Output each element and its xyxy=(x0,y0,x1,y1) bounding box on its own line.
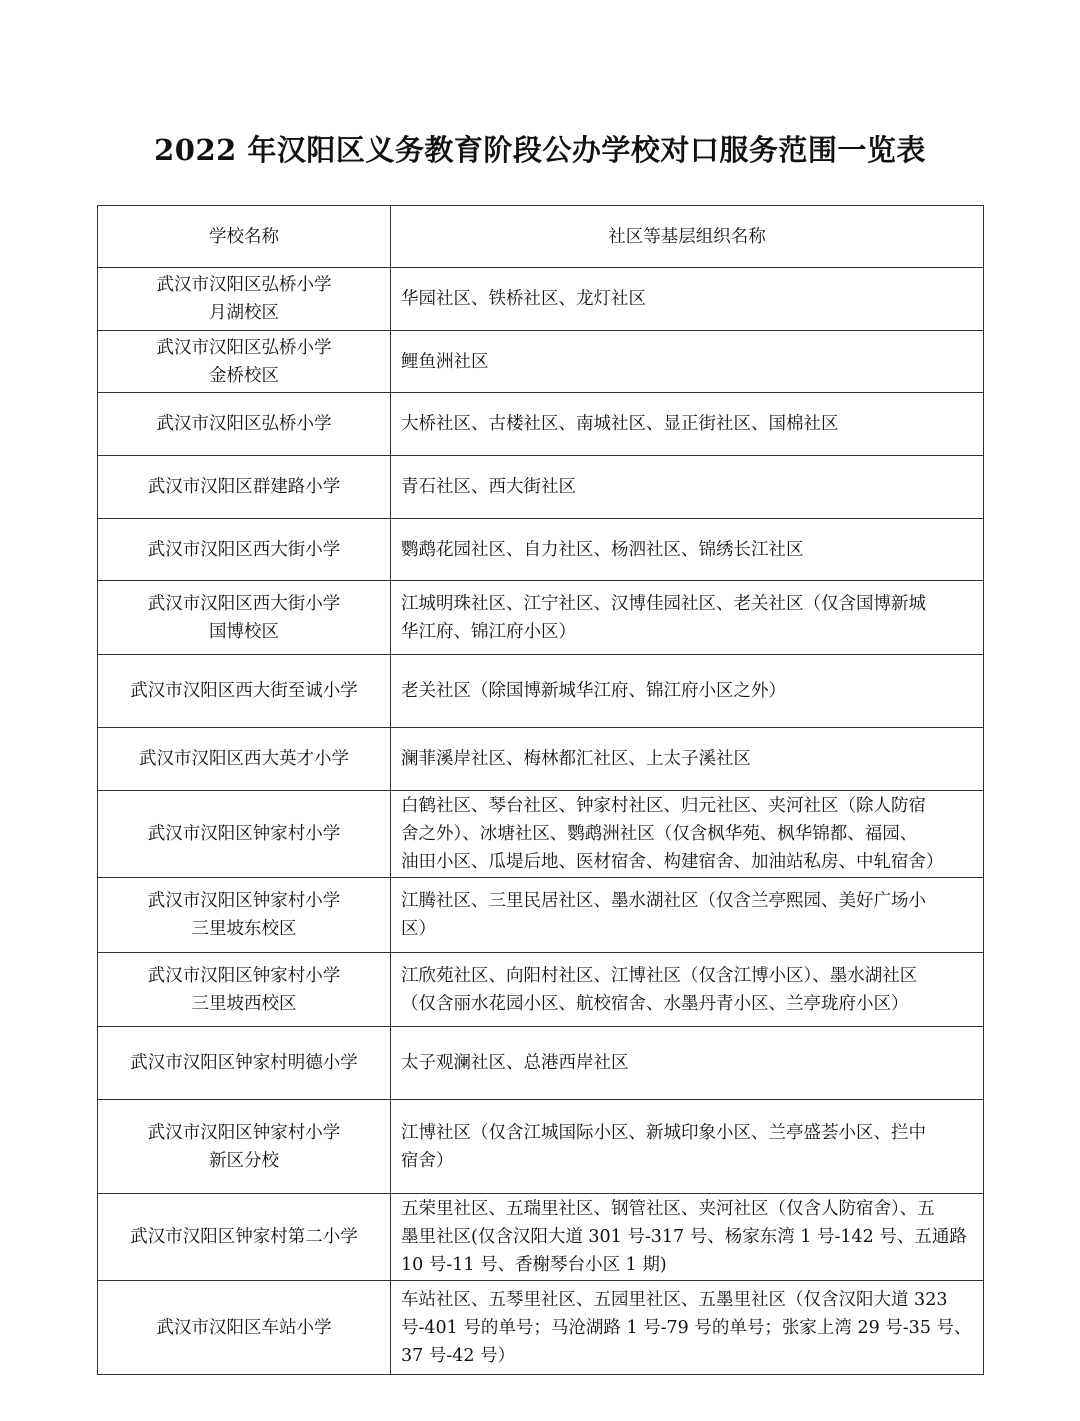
school-name-cell xyxy=(98,456,391,519)
community-line: 五荣里社区、五瑞里社区、钢管社区、夹河社区（仅含人防宿舍）、五 xyxy=(401,1199,935,1219)
school-name-line: 武汉市汉阳区钟家村明德小学 xyxy=(130,1053,358,1073)
community-cell xyxy=(391,456,984,519)
school-name-line: 武汉市汉阳区钟家村小学 xyxy=(147,891,341,911)
school-name-line: 国博校区 xyxy=(209,621,279,642)
table-row xyxy=(98,393,984,456)
community-cell xyxy=(391,655,984,728)
school-name-line: 武汉市汉阳区车站小学 xyxy=(156,1317,332,1338)
table-row xyxy=(98,655,984,728)
community-cell xyxy=(391,331,984,393)
table-row xyxy=(98,728,984,791)
community-line: 澜菲溪岸社区、梅林都汇社区、上太子溪社区 xyxy=(401,749,751,769)
school-name-cell xyxy=(98,1281,391,1375)
community-cell xyxy=(391,878,984,953)
community-line: 江城明珠社区、江宁社区、汉博佳园社区、老关社区（仅含国博新城 xyxy=(401,593,926,614)
school-name-line: 武汉市汉阳区群建路小学 xyxy=(147,477,341,497)
school-name-line: 三里坡西校区 xyxy=(191,993,297,1014)
school-name-cell xyxy=(98,331,391,393)
community-line: 白鹤社区、琴台社区、钟家村社区、归元社区、夹河社区（除人防宿 xyxy=(401,796,926,816)
community-line: 宿舍） xyxy=(401,1150,454,1171)
community-line: 华园社区、铁桥社区、龙灯社区 xyxy=(401,289,646,309)
community-line: 大桥社区、古楼社区、南城社区、显正街社区、国棉社区 xyxy=(401,414,839,434)
school-name-cell xyxy=(98,1027,391,1100)
community-line: 区） xyxy=(401,919,436,939)
school-name-line: 武汉市汉阳区西大街小学 xyxy=(147,539,341,560)
header-community-name: 社区等基层组织名称 xyxy=(391,206,984,268)
school-name-line: 新区分校 xyxy=(209,1150,279,1171)
community-cell xyxy=(391,268,984,331)
table-row xyxy=(98,1194,984,1281)
school-name-line: 武汉市汉阳区西大英才小学 xyxy=(139,749,349,769)
community-cell xyxy=(391,1194,984,1281)
school-name-line: 武汉市汉阳区弘桥小学 xyxy=(156,414,332,434)
header-school-name: 学校名称 xyxy=(98,206,391,268)
school-name-cell xyxy=(98,393,391,456)
community-line: 江欣苑社区、向阳村社区、江博社区（仅含江博小区）、墨水湖社区 xyxy=(401,965,918,986)
table-row xyxy=(98,1281,984,1375)
school-name-line: 武汉市汉阳区钟家村第二小学 xyxy=(130,1227,358,1247)
school-name-line: 月湖校区 xyxy=(209,303,279,323)
community-line: 太子观澜社区、总港西岸社区 xyxy=(401,1053,629,1073)
school-name-line: 武汉市汉阳区钟家村小学 xyxy=(147,824,341,844)
community-line: 江腾社区、三里民居社区、墨水湖社区（仅含兰亭熙园、美好广场小 xyxy=(401,891,926,911)
school-name-cell xyxy=(98,268,391,331)
school-name-line: 三里坡东校区 xyxy=(191,919,297,939)
table-row xyxy=(98,1027,984,1100)
community-line: 号-401 号的单号；马沧湖路 1 号-79 号的单号；张家上湾 29 号-35 号、 xyxy=(401,1317,972,1338)
school-name-line: 武汉市汉阳区西大街至诚小学 xyxy=(130,681,358,701)
table-row xyxy=(98,519,984,581)
school-name-cell xyxy=(98,791,391,878)
table-row xyxy=(98,878,984,953)
community-line: 华江府、锦江府小区） xyxy=(401,621,576,642)
school-name-cell xyxy=(98,519,391,581)
community-cell xyxy=(391,519,984,581)
community-line: 鹦鹉花园社区、自力社区、杨泗社区、锦绣长江社区 xyxy=(401,539,804,560)
school-name-line: 武汉市汉阳区弘桥小学 xyxy=(156,337,332,358)
school-name-line: 武汉市汉阳区弘桥小学 xyxy=(156,275,332,295)
school-name-cell xyxy=(98,1194,391,1281)
table-row xyxy=(98,953,984,1027)
community-line: 油田小区、瓜堤后地、医材宿舍、构建宿舍、加油站私房、中轧宿舍） xyxy=(401,852,944,872)
school-name-cell xyxy=(98,953,391,1027)
community-line: 鲤鱼洲社区 xyxy=(401,351,489,372)
table-row xyxy=(98,331,984,393)
school-name-cell xyxy=(98,878,391,953)
community-line: 老关社区（除国博新城华江府、锦江府小区之外） xyxy=(401,681,786,701)
school-name-line: 金桥校区 xyxy=(209,365,279,386)
community-line: 青石社区、西大街社区 xyxy=(401,477,576,497)
table-row xyxy=(98,456,984,519)
school-name-line: 武汉市汉阳区西大街小学 xyxy=(147,593,341,614)
community-cell xyxy=(391,791,984,878)
community-cell xyxy=(391,581,984,655)
community-line: 舍之外）、冰塘社区、鹦鹉洲社区（仅含枫华苑、枫华锦都、福园、 xyxy=(401,824,918,844)
community-line: （仅含丽水花园小区、航校宿舍、水墨丹青小区、兰亭珑府小区） xyxy=(401,993,909,1014)
community-cell xyxy=(391,1100,984,1194)
community-cell xyxy=(391,728,984,791)
community-line: 37 号-42 号） xyxy=(401,1345,516,1366)
page-title: 2022 年汉阳区义务教育阶段公办学校对口服务范围一览表 xyxy=(154,133,926,167)
table-row xyxy=(98,581,984,655)
community-cell xyxy=(391,953,984,1027)
school-name-line: 武汉市汉阳区钟家村小学 xyxy=(147,1122,341,1143)
community-line: 江博社区（仅含江城国际小区、新城印象小区、兰亭盛荟小区、拦中 xyxy=(401,1122,926,1143)
table-row xyxy=(98,791,984,878)
school-name-cell xyxy=(98,655,391,728)
community-cell xyxy=(391,1027,984,1100)
school-name-cell xyxy=(98,1100,391,1194)
school-name-cell xyxy=(98,728,391,791)
community-line: 墨里社区(仅含汉阳大道 301 号-317 号、杨家东湾 1 号-142 号、五通路 xyxy=(401,1227,967,1247)
community-cell xyxy=(391,393,984,456)
community-cell xyxy=(391,1281,984,1375)
community-line: 10 号-11 号、香榭琴台小区 1 期) xyxy=(401,1255,667,1275)
school-name-line: 武汉市汉阳区钟家村小学 xyxy=(147,965,341,986)
community-line: 车站社区、五琴里社区、五园里社区、五墨里社区（仅含汉阳大道 323 xyxy=(401,1289,948,1310)
school-name-cell xyxy=(98,581,391,655)
table-row xyxy=(98,268,984,331)
table-row xyxy=(98,1100,984,1194)
service-range-table xyxy=(97,205,984,1375)
table-header-row xyxy=(98,206,984,268)
